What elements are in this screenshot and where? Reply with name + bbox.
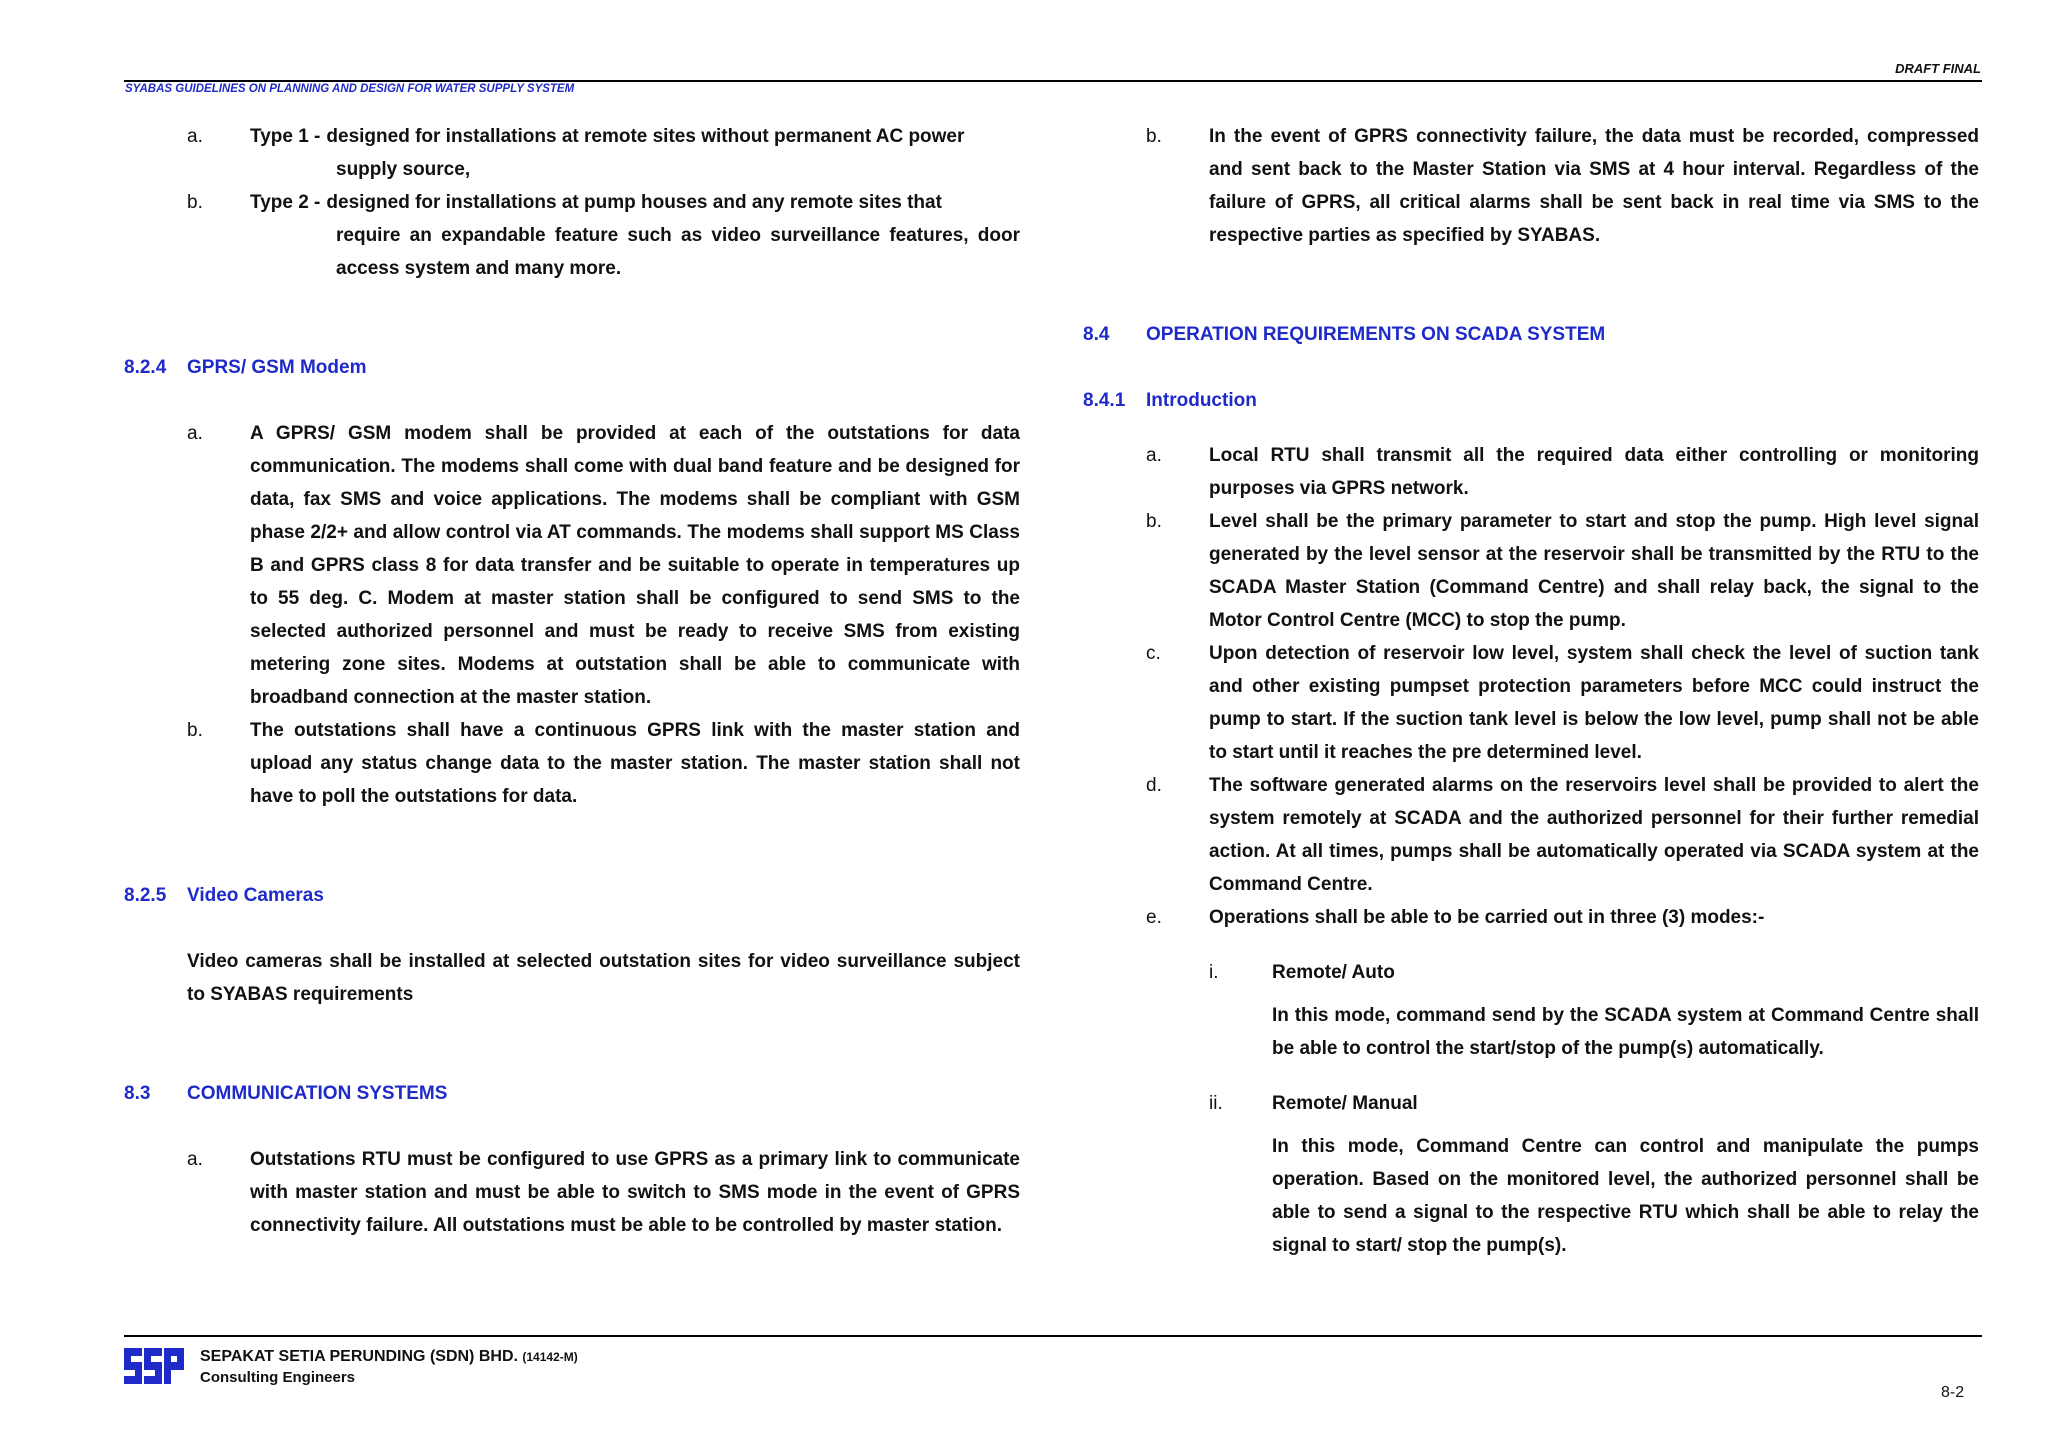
section-title: OPERATION REQUIREMENTS ON SCADA SYSTEM bbox=[1146, 324, 1606, 345]
draft-label: DRAFT FINAL bbox=[1895, 61, 1981, 76]
section-heading bbox=[124, 351, 1020, 384]
list-item: e. Operations shall be able to be carried out in three (3) modes:- bbox=[1146, 907, 1765, 928]
left-column bbox=[124, 120, 1020, 1242]
company-subtitle: Consulting Engineers bbox=[200, 1369, 356, 1386]
section-number: 8.2.5 bbox=[124, 885, 167, 906]
company-registration: (14142-M) bbox=[522, 1350, 578, 1364]
section-heading bbox=[1083, 384, 1979, 417]
page-number: 8-2 bbox=[1941, 1384, 1965, 1401]
section-heading bbox=[124, 879, 1020, 912]
mode-description: In this mode, command send by the SCADA system at Command Centre shall be able to control the start/stop of the pump(s) automatically. bbox=[1272, 1005, 1979, 1059]
list-item: a. Local RTU shall transmit all the required data either controlling or monitoring purposes via GPRS network. bbox=[1146, 445, 1979, 499]
section-heading bbox=[1083, 318, 1979, 351]
mode-description: In this mode, Command Centre can control and manipulate the pumps operation. Based on the monitored level, the authorized personnel shall be able to send a signal to the respective RTU which shall be able to relay the signal to start/ stop the pump(s). bbox=[1272, 1136, 1979, 1256]
section-number: 8.4.1 bbox=[1083, 390, 1126, 411]
mode-heading: i. Remote/ Auto bbox=[1209, 962, 1395, 983]
mode-heading: ii. Remote/ Manual bbox=[1209, 1093, 1418, 1114]
list-item: b. In the event of GPRS connectivity failure, the data must be recorded, compressed and sent back to the Master Station via SMS at 4 hour interval. Regardless of the failure of GPRS, all critical alarms shall be sent back in real time via SMS to the respective parties as specified by SYABAS. bbox=[1146, 126, 1979, 246]
right-column bbox=[1083, 120, 1979, 1262]
section-title: GPRS/ GSM Modem bbox=[187, 357, 367, 378]
list-item: a. A GPRS/ GSM modem shall be provided at each of the outstations for data communication. The modems shall come with dual band feature and be designed for data, fax SMS and voice applications. The modems shall be compliant with GSM phase 2/2+ and allow control via AT commands. The modems shall support MS Class B and GPRS class 8 for data transfer and be suitable to operate in temperatures up to 55 deg. C. Modem at master station shall be configured to send SMS to the selected authorized personnel and must be ready to receive SMS from existing metering zone sites. Modems at outstation shall be able to communicate with broadband connection at the master station. bbox=[187, 423, 1020, 708]
type-label: Type 2 - bbox=[250, 192, 321, 213]
header-rule bbox=[124, 80, 1982, 82]
section-number: 8.3 bbox=[124, 1083, 151, 1104]
section-number: 8.2.4 bbox=[124, 357, 167, 378]
paragraph: Video cameras shall be installed at selected outstation sites for video surveillance subject to SYABAS requirements bbox=[187, 951, 1020, 1005]
company-name: SEPAKAT SETIA PERUNDING (SDN) BHD. (14142-M) bbox=[200, 1348, 578, 1365]
list-item: c. Upon detection of reservoir low level, system shall check the level of suction tank and other existing pumpset protection parameters before MCC could instruct the pump to start. If the suction tank level is below the low level, pump shall not be able to start until it reaches the pre determined level. bbox=[1146, 643, 1979, 763]
section-title: COMMUNICATION SYSTEMS bbox=[187, 1083, 448, 1104]
list-item: a. Type 1 - designed for installations at remote sites without permanent AC power supply source, bbox=[124, 120, 1020, 186]
list-item: d. The software generated alarms on the reservoirs level shall be provided to alert the system remotely at SCADA and the authorized personnel for their further remedial action. At all times, pumps shall be automatically operated via SCADA system at the Command Centre. bbox=[1146, 775, 1979, 895]
company-logo-icon bbox=[124, 1346, 184, 1386]
type-label: Type 1 - bbox=[250, 126, 321, 147]
footer-rule bbox=[124, 1335, 1982, 1337]
section-number: 8.4 bbox=[1083, 324, 1110, 345]
list-marker: a. bbox=[187, 126, 203, 147]
section-title: Video Cameras bbox=[187, 885, 324, 906]
list-marker: b. bbox=[187, 192, 203, 213]
list-item: b. Level shall be the primary parameter to start and stop the pump. High level signal generated by the level sensor at the reservoir shall be transmitted by the RTU to the SCADA Master Station (Command Centre) and shall relay back, the signal to the Motor Control Centre (MCC) to stop the pump. bbox=[1146, 511, 1979, 631]
list-item: b. The outstations shall have a continuous GPRS link with the master station and upload any status change data to the master station. The master station shall not have to poll the outstations for data. bbox=[187, 720, 1020, 807]
list-item: a. Outstations RTU must be configured to use GPRS as a primary link to communicate with master station and must be able to switch to SMS mode in the event of GPRS connectivity failure. All outstations must be able to be controlled by master station. bbox=[187, 1149, 1020, 1236]
document-title: SYABAS GUIDELINES ON PLANNING AND DESIGN FOR WATER SUPPLY SYSTEM bbox=[125, 83, 575, 95]
list-item: b. Type 2 - designed for installations at pump houses and any remote sites that require an expandable feature such as video surveillance features, door access system and many more. bbox=[124, 186, 1020, 285]
section-title: Introduction bbox=[1146, 390, 1257, 411]
section-heading bbox=[124, 1077, 1020, 1110]
